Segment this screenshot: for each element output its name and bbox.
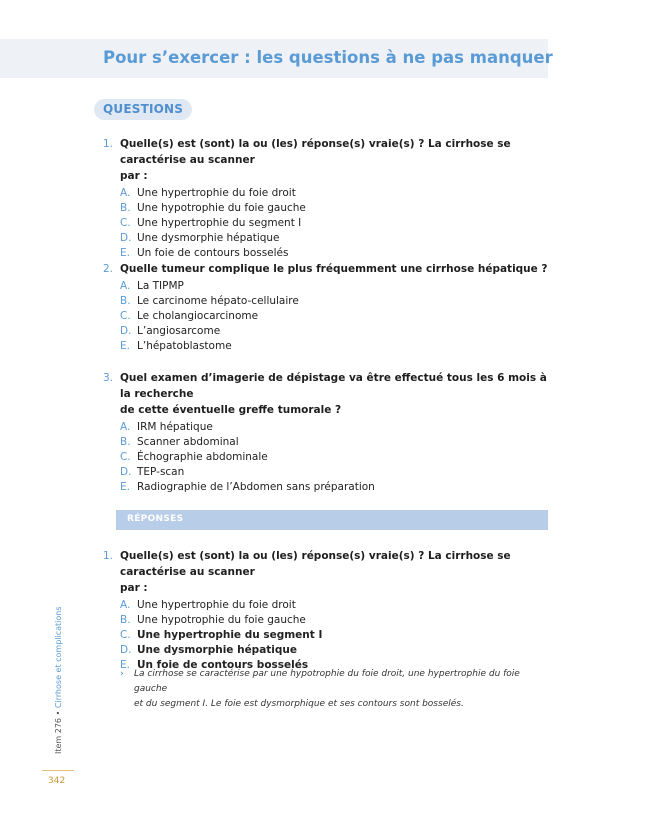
option-text: Une hypertrophie du foie droit [137, 187, 296, 199]
explanation-line: et du segment I. Le foie est dysmorphique et ses contours sont bosselés. [134, 699, 464, 709]
option-text: Un foie de contours bosselés [137, 247, 289, 259]
option-a [120, 279, 553, 294]
question-text-line: par : [120, 582, 148, 594]
question-text-line: par : [120, 170, 148, 182]
option-text: TEP-scan [137, 466, 185, 478]
option-text: L’angiosarcome [137, 325, 221, 337]
answer-option-c-correct [120, 628, 553, 643]
option-c [120, 216, 553, 231]
option-text: La TIPMP [137, 280, 184, 292]
option-a [120, 186, 553, 201]
option-letter: D. [120, 325, 132, 337]
question-text-line: de cette éventuelle greffe tumorale ? [120, 404, 342, 416]
responses-label: RÉPONSES [127, 514, 184, 524]
option-letter: E. [120, 481, 130, 493]
option-letter: A. [120, 187, 131, 199]
option-letter: D. [120, 644, 132, 656]
option-text: Échographie abdominale [137, 451, 268, 463]
option-e [120, 339, 553, 354]
option-letter: D. [120, 232, 132, 244]
option-text: Le cholangiocarcinome [137, 310, 259, 322]
chapter-side-label [54, 606, 63, 754]
question-text-line: Quelle(s) est (sont) la ou (les) réponse(s) vraie(s) ? La cirrhose se caractérise au scanner [120, 138, 511, 166]
option-text: Une hypertrophie du segment I [137, 217, 302, 229]
option-e [120, 480, 553, 495]
option-e [120, 246, 553, 261]
topic-label: Cirrhose et complications [54, 606, 63, 709]
option-letter: E. [120, 247, 130, 259]
option-letter: B. [120, 202, 131, 214]
option-letter: E. [120, 659, 130, 671]
option-b [120, 435, 553, 450]
explanation-line: La cirrhose se caractérise par une hypotrophie du foie droit, une hypertrophie du foie gauche [134, 669, 520, 694]
option-text: Une dysmorphie hépatique [137, 232, 280, 244]
page-number: 342 [48, 776, 66, 786]
answer-option-b [120, 613, 553, 628]
question-number: 2. [103, 263, 114, 275]
question-1 [103, 136, 553, 261]
option-letter: C. [120, 310, 131, 322]
page-title: Pour s’exercer : les questions à ne pas manquer [103, 48, 553, 67]
option-letter: A. [120, 599, 131, 611]
option-letter: A. [120, 280, 131, 292]
option-text: Une hypertrophie du segment I [137, 629, 323, 641]
option-text: Une hypertrophie du foie droit [137, 599, 296, 611]
answer-1 [103, 548, 553, 673]
option-letter: D. [120, 466, 132, 478]
option-text: Une hypotrophie du foie gauche [137, 202, 306, 214]
answer-option-d-correct [120, 643, 553, 658]
question-text-line: Quel examen d’imagerie de dépistage va être effectué tous les 6 mois à la recherche [120, 372, 547, 400]
question-number: 3. [103, 372, 114, 384]
option-text: IRM hépatique [137, 421, 213, 433]
option-text: Un foie de contours bosselés [137, 659, 309, 671]
option-b [120, 294, 553, 309]
option-text: Une hypotrophie du foie gauche [137, 614, 306, 626]
option-letter: B. [120, 436, 131, 448]
option-text: Scanner abdominal [137, 436, 239, 448]
option-b [120, 201, 553, 216]
option-text: L’hépatoblastome [137, 340, 232, 352]
option-text: Le carcinome hépato-cellulaire [137, 295, 299, 307]
option-a [120, 420, 553, 435]
question-text-line: Quelle tumeur complique le plus fréquemment une cirrhose hépatique ? [120, 263, 548, 275]
option-c [120, 450, 553, 465]
option-letter: C. [120, 217, 131, 229]
option-d [120, 324, 553, 339]
question-2 [103, 261, 553, 354]
chevron-right-icon: › [120, 669, 124, 679]
option-letter: E. [120, 340, 130, 352]
questions-label: QUESTIONS [94, 99, 192, 120]
option-letter: B. [120, 614, 131, 626]
question-3 [103, 370, 553, 495]
answer-option-a [120, 598, 553, 613]
question-text-line: Quelle(s) est (sont) la ou (les) réponse(s) vraie(s) ? La cirrhose se caractérise au scanner [120, 550, 511, 578]
option-d [120, 465, 553, 480]
option-d [120, 231, 553, 246]
option-letter: A. [120, 421, 131, 433]
option-letter: C. [120, 629, 131, 641]
answer-explanation [120, 667, 550, 712]
option-letter: C. [120, 451, 131, 463]
item-label: Item 276 • [54, 708, 63, 754]
question-number: 1. [103, 138, 114, 150]
option-text: Radiographie de l’Abdomen sans préparation [137, 481, 375, 493]
question-number: 1. [103, 550, 114, 562]
option-text: Une dysmorphie hépatique [137, 644, 298, 656]
divider [42, 770, 74, 771]
option-c [120, 309, 553, 324]
option-letter: B. [120, 295, 131, 307]
